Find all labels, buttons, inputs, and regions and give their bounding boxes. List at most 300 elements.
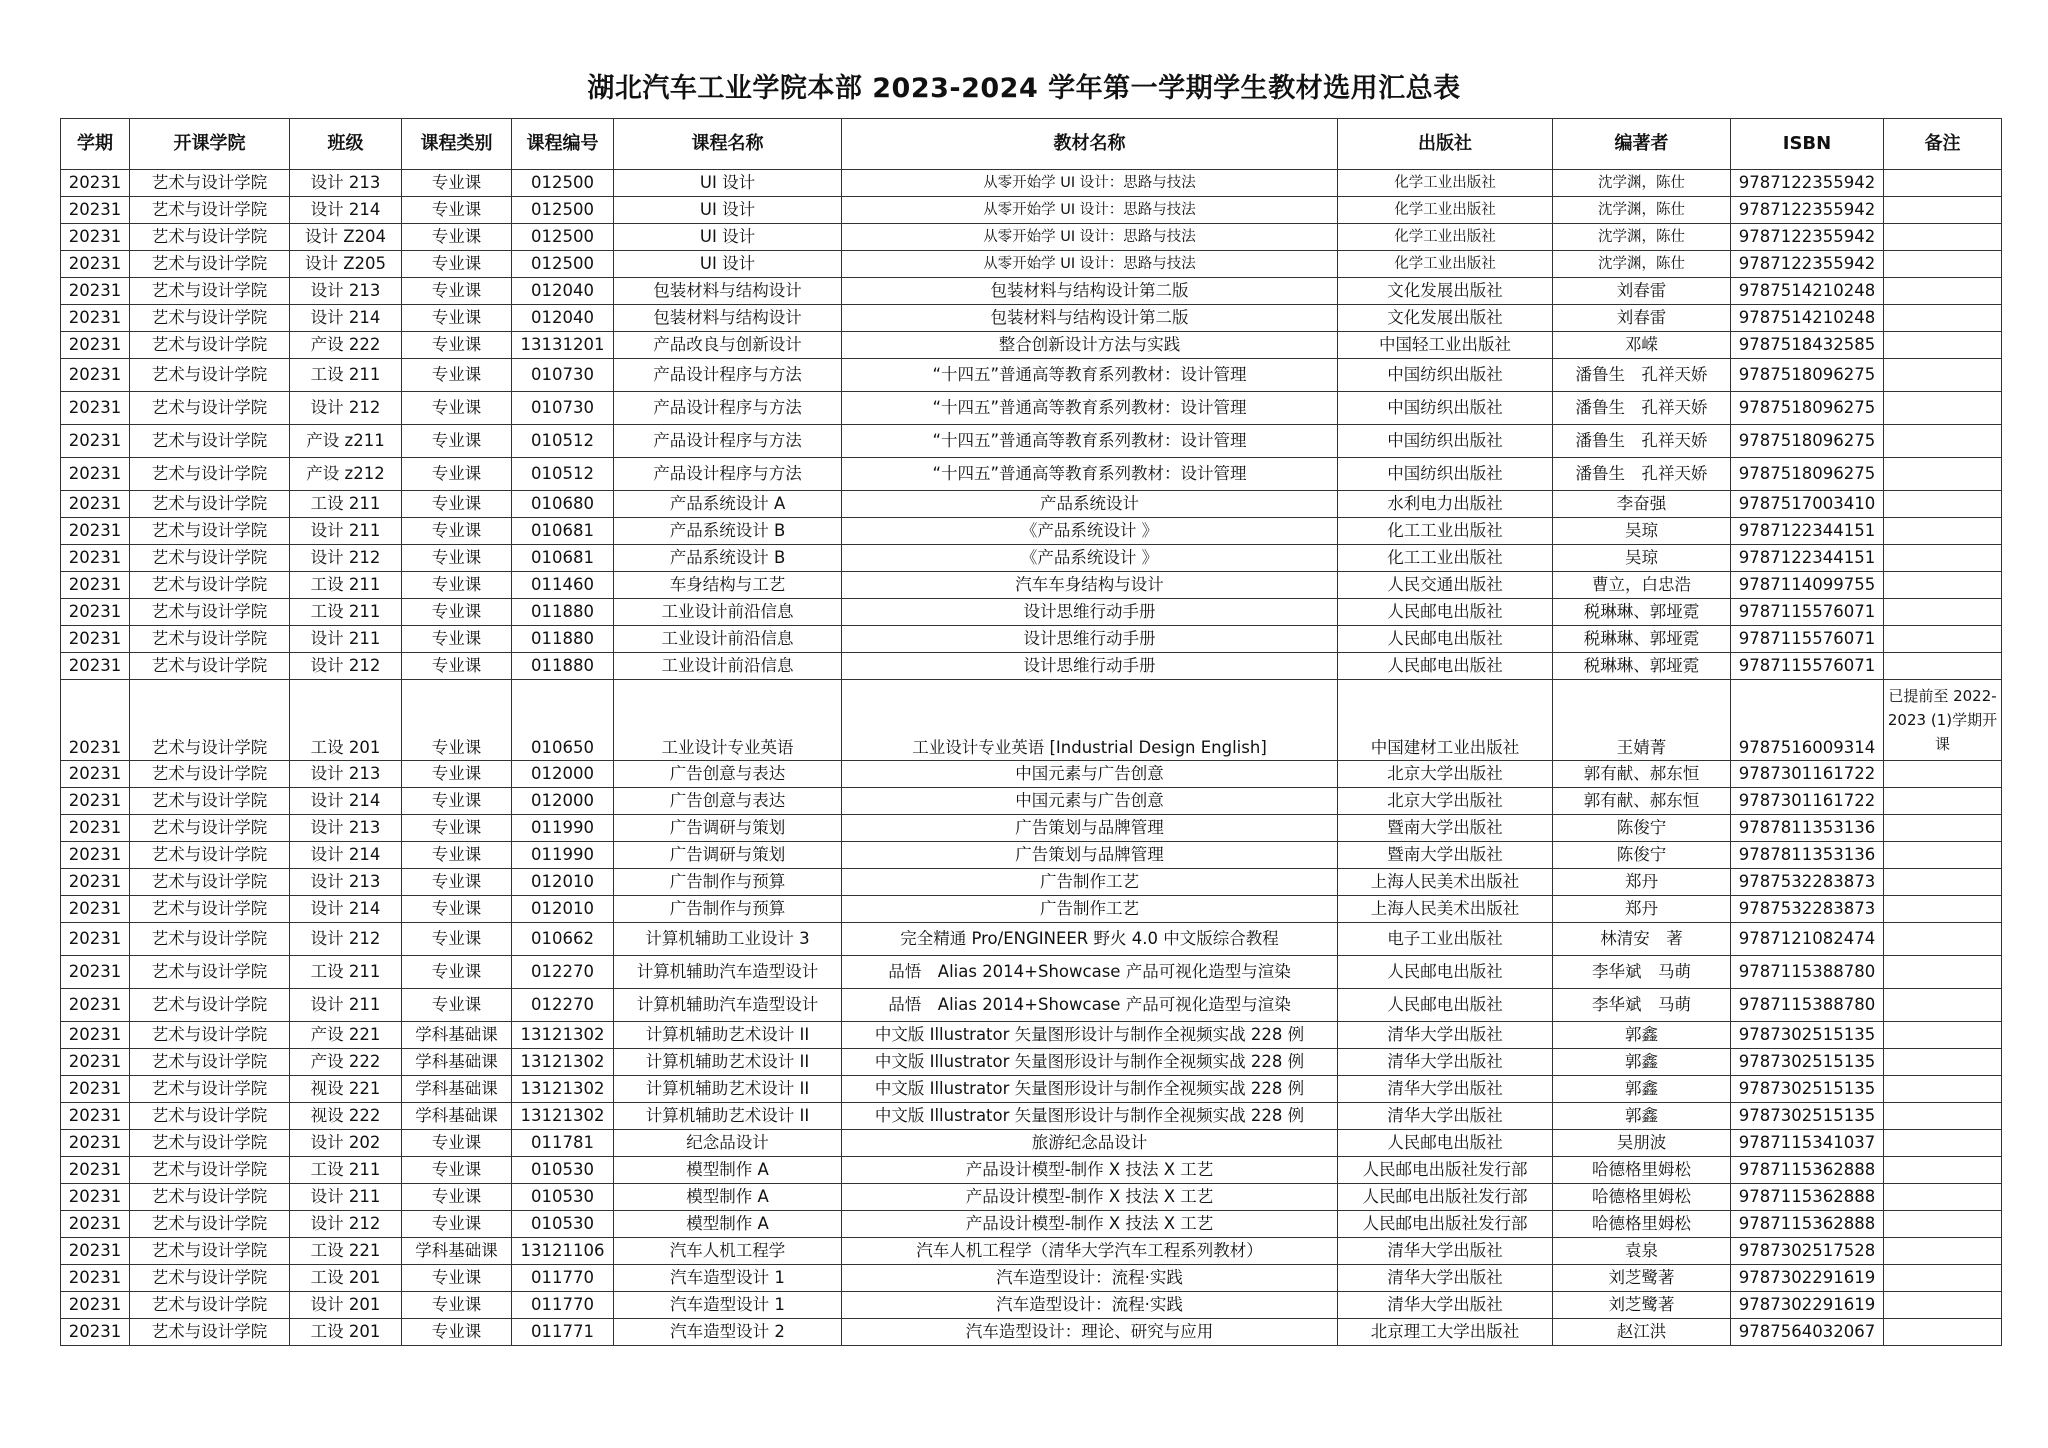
table-row	[61, 1184, 2002, 1211]
cell-course-name: 广告制作与预算	[614, 869, 842, 896]
cell-course-type: 专业课	[402, 572, 512, 599]
cell-remarks	[1884, 1184, 2002, 1211]
cell-term: 20231	[61, 923, 130, 956]
cell-course-code: 13131201	[512, 332, 614, 359]
cell-publisher: 清华大学出版社	[1338, 1238, 1553, 1265]
cell-author: 陈俊宁	[1553, 815, 1731, 842]
cell-course-name: 模型制作 A	[614, 1211, 842, 1238]
cell-course-name: 包装材料与结构设计	[614, 305, 842, 332]
cell-isbn: 9787811353136	[1731, 842, 1884, 869]
cell-course-type: 专业课	[402, 251, 512, 278]
cell-term: 20231	[61, 1292, 130, 1319]
cell-term: 20231	[61, 491, 130, 518]
cell-isbn: 9787122344151	[1731, 518, 1884, 545]
cell-isbn: 9787121082474	[1731, 923, 1884, 956]
cell-course-type: 专业课	[402, 278, 512, 305]
cell-isbn: 9787516009314	[1731, 680, 1884, 761]
cell-textbook-name: 旅游纪念品设计	[842, 1130, 1338, 1157]
cell-course-code: 010512	[512, 458, 614, 491]
cell-isbn: 9787115362888	[1731, 1157, 1884, 1184]
cell-course-name: 产品系统设计 A	[614, 491, 842, 518]
cell-class: 工设 211	[290, 599, 402, 626]
cell-remarks	[1884, 626, 2002, 653]
cell-college: 艺术与设计学院	[130, 1103, 290, 1130]
cell-course-code: 13121302	[512, 1076, 614, 1103]
cell-remarks	[1884, 599, 2002, 626]
cell-course-name: 工业设计前沿信息	[614, 599, 842, 626]
cell-isbn: 9787301161722	[1731, 761, 1884, 788]
table-row	[61, 1022, 2002, 1049]
cell-textbook-name: 完全精通 Pro/ENGINEER 野火 4.0 中文版综合教程	[842, 923, 1338, 956]
cell-course-type: 专业课	[402, 1211, 512, 1238]
cell-author: 刘芝鹭著	[1553, 1265, 1731, 1292]
cell-author: 林清安 著	[1553, 923, 1731, 956]
table-row	[61, 392, 2002, 425]
cell-class: 设计 213	[290, 170, 402, 197]
cell-course-code: 012270	[512, 956, 614, 989]
cell-course-type: 专业课	[402, 305, 512, 332]
cell-isbn: 9787302515135	[1731, 1103, 1884, 1130]
cell-college: 艺术与设计学院	[130, 197, 290, 224]
table-row	[61, 1211, 2002, 1238]
cell-remarks	[1884, 545, 2002, 572]
cell-author: 李华斌 马萌	[1553, 989, 1731, 1022]
cell-term: 20231	[61, 392, 130, 425]
cell-course-code: 011990	[512, 842, 614, 869]
cell-remarks	[1884, 788, 2002, 815]
cell-publisher: 人民邮电出版社	[1338, 956, 1553, 989]
cell-author: 刘芝鹭著	[1553, 1292, 1731, 1319]
cell-publisher: 北京大学出版社	[1338, 788, 1553, 815]
cell-course-code: 011771	[512, 1319, 614, 1346]
cell-author: 沈学渊，陈仕	[1553, 224, 1731, 251]
table-row	[61, 1130, 2002, 1157]
cell-course-code: 012040	[512, 305, 614, 332]
cell-author: 陈俊宁	[1553, 842, 1731, 869]
cell-course-type: 专业课	[402, 842, 512, 869]
cell-textbook-name: 中文版 Illustrator 矢量图形设计与制作全视频实战 228 例	[842, 1049, 1338, 1076]
cell-publisher: 上海人民美术出版社	[1338, 896, 1553, 923]
cell-isbn: 9787517003410	[1731, 491, 1884, 518]
cell-isbn: 9787301161722	[1731, 788, 1884, 815]
cell-course-type: 专业课	[402, 869, 512, 896]
cell-class: 产设 222	[290, 332, 402, 359]
cell-publisher: 中国纺织出版社	[1338, 458, 1553, 491]
cell-isbn: 9787518432585	[1731, 332, 1884, 359]
cell-isbn: 9787114099755	[1731, 572, 1884, 599]
cell-textbook-name: 整合创新设计方法与实践	[842, 332, 1338, 359]
cell-course-name: 模型制作 A	[614, 1184, 842, 1211]
cell-isbn: 9787115362888	[1731, 1184, 1884, 1211]
cell-isbn: 9787532283873	[1731, 869, 1884, 896]
cell-class: 设计 212	[290, 1211, 402, 1238]
cell-term: 20231	[61, 1238, 130, 1265]
cell-course-name: 产品改良与创新设计	[614, 332, 842, 359]
cell-class: 视设 221	[290, 1076, 402, 1103]
cell-term: 20231	[61, 1157, 130, 1184]
cell-college: 艺术与设计学院	[130, 1157, 290, 1184]
cell-textbook-name: 品悟 Alias 2014+Showcase 产品可视化造型与渲染	[842, 956, 1338, 989]
table-row	[61, 1238, 2002, 1265]
textbook-summary-table	[60, 118, 2002, 1346]
cell-class: 设计 214	[290, 788, 402, 815]
cell-remarks	[1884, 1103, 2002, 1130]
cell-course-code: 13121302	[512, 1103, 614, 1130]
cell-isbn: 9787115362888	[1731, 1211, 1884, 1238]
cell-course-type: 专业课	[402, 896, 512, 923]
cell-textbook-name: 《产品系统设计 》	[842, 518, 1338, 545]
cell-college: 艺术与设计学院	[130, 458, 290, 491]
table-row	[61, 761, 2002, 788]
cell-class: 工设 211	[290, 1157, 402, 1184]
cell-college: 艺术与设计学院	[130, 251, 290, 278]
table-row	[61, 956, 2002, 989]
cell-course-name: 车身结构与工艺	[614, 572, 842, 599]
cell-textbook-name: 产品设计模型-制作 X 技法 X 工艺	[842, 1157, 1338, 1184]
cell-publisher: 水利电力出版社	[1338, 491, 1553, 518]
cell-isbn: 9787302291619	[1731, 1292, 1884, 1319]
cell-college: 艺术与设计学院	[130, 1211, 290, 1238]
table-row	[61, 680, 2002, 761]
table-row	[61, 251, 2002, 278]
cell-class: 设计 Z205	[290, 251, 402, 278]
cell-course-type: 专业课	[402, 170, 512, 197]
cell-term: 20231	[61, 599, 130, 626]
cell-textbook-name: 品悟 Alias 2014+Showcase 产品可视化造型与渲染	[842, 989, 1338, 1022]
cell-isbn: 9787532283873	[1731, 896, 1884, 923]
cell-course-name: 产品设计程序与方法	[614, 458, 842, 491]
cell-course-type: 专业课	[402, 359, 512, 392]
cell-term: 20231	[61, 359, 130, 392]
cell-class: 产设 222	[290, 1049, 402, 1076]
cell-term: 20231	[61, 572, 130, 599]
cell-isbn: 9787302515135	[1731, 1049, 1884, 1076]
cell-college: 艺术与设计学院	[130, 545, 290, 572]
table-row	[61, 788, 2002, 815]
cell-publisher: 中国纺织出版社	[1338, 392, 1553, 425]
cell-remarks	[1884, 761, 2002, 788]
table-row	[61, 989, 2002, 1022]
cell-course-type: 专业课	[402, 956, 512, 989]
cell-course-code: 011990	[512, 815, 614, 842]
cell-course-code: 011770	[512, 1265, 614, 1292]
cell-publisher: 清华大学出版社	[1338, 1076, 1553, 1103]
col-header-isbn: ISBN	[1731, 119, 1884, 170]
cell-remarks	[1884, 458, 2002, 491]
cell-textbook-name: 设计思维行动手册	[842, 599, 1338, 626]
table-row	[61, 458, 2002, 491]
cell-publisher: 化学工业出版社	[1338, 251, 1553, 278]
cell-textbook-name: 包装材料与结构设计第二版	[842, 278, 1338, 305]
cell-term: 20231	[61, 1319, 130, 1346]
cell-course-name: 工业设计专业英语	[614, 680, 842, 761]
cell-college: 艺术与设计学院	[130, 896, 290, 923]
cell-college: 艺术与设计学院	[130, 788, 290, 815]
table-row	[61, 572, 2002, 599]
cell-term: 20231	[61, 224, 130, 251]
cell-term: 20231	[61, 680, 130, 761]
cell-class: 工设 211	[290, 491, 402, 518]
cell-remarks	[1884, 278, 2002, 305]
cell-isbn: 9787122355942	[1731, 170, 1884, 197]
cell-course-code: 010530	[512, 1184, 614, 1211]
cell-course-code: 012500	[512, 170, 614, 197]
cell-publisher: 电子工业出版社	[1338, 923, 1553, 956]
cell-isbn: 9787122355942	[1731, 224, 1884, 251]
cell-course-type: 专业课	[402, 197, 512, 224]
cell-textbook-name: 广告制作工艺	[842, 869, 1338, 896]
cell-term: 20231	[61, 788, 130, 815]
table-row	[61, 869, 2002, 896]
cell-course-code: 010680	[512, 491, 614, 518]
table-row	[61, 923, 2002, 956]
cell-course-code: 010730	[512, 392, 614, 425]
cell-college: 艺术与设计学院	[130, 1130, 290, 1157]
cell-course-type: 专业课	[402, 599, 512, 626]
cell-college: 艺术与设计学院	[130, 653, 290, 680]
table-row	[61, 842, 2002, 869]
cell-college: 艺术与设计学院	[130, 170, 290, 197]
cell-publisher: 清华大学出版社	[1338, 1292, 1553, 1319]
cell-college: 艺术与设计学院	[130, 956, 290, 989]
cell-term: 20231	[61, 1265, 130, 1292]
cell-course-type: 专业课	[402, 626, 512, 653]
cell-course-name: 计算机辅助艺术设计 II	[614, 1103, 842, 1130]
cell-textbook-name: 《产品系统设计 》	[842, 545, 1338, 572]
cell-course-name: 模型制作 A	[614, 1157, 842, 1184]
cell-class: 产设 221	[290, 1022, 402, 1049]
cell-textbook-name: 广告制作工艺	[842, 896, 1338, 923]
cell-course-name: 产品设计程序与方法	[614, 392, 842, 425]
cell-isbn: 9787115576071	[1731, 626, 1884, 653]
cell-author: 吴琼	[1553, 545, 1731, 572]
cell-course-code: 13121302	[512, 1049, 614, 1076]
cell-publisher: 中国建材工业出版社	[1338, 680, 1553, 761]
cell-author: 税琳琳、郭垭霓	[1553, 599, 1731, 626]
cell-class: 产设 z211	[290, 425, 402, 458]
cell-remarks	[1884, 392, 2002, 425]
cell-course-name: UI 设计	[614, 251, 842, 278]
cell-publisher: 人民邮电出版社	[1338, 626, 1553, 653]
cell-course-code: 13121106	[512, 1238, 614, 1265]
cell-term: 20231	[61, 170, 130, 197]
cell-term: 20231	[61, 545, 130, 572]
cell-author: 王婧菁	[1553, 680, 1731, 761]
cell-term: 20231	[61, 332, 130, 359]
cell-class: 设计 214	[290, 896, 402, 923]
cell-isbn: 9787518096275	[1731, 425, 1884, 458]
cell-term: 20231	[61, 956, 130, 989]
cell-course-name: UI 设计	[614, 170, 842, 197]
cell-course-name: 产品设计程序与方法	[614, 359, 842, 392]
cell-author: 哈德格里姆松	[1553, 1211, 1731, 1238]
cell-remarks	[1884, 1049, 2002, 1076]
cell-publisher: 清华大学出版社	[1338, 1265, 1553, 1292]
cell-course-code: 011880	[512, 599, 614, 626]
cell-class: 设计 211	[290, 989, 402, 1022]
cell-author: 邓嵘	[1553, 332, 1731, 359]
cell-remarks	[1884, 224, 2002, 251]
cell-author: 刘春雷	[1553, 305, 1731, 332]
cell-remarks	[1884, 1292, 2002, 1319]
table-row	[61, 626, 2002, 653]
cell-class: 设计 212	[290, 392, 402, 425]
cell-course-type: 专业课	[402, 1184, 512, 1211]
cell-course-name: 工业设计前沿信息	[614, 653, 842, 680]
cell-publisher: 化工工业出版社	[1338, 545, 1553, 572]
cell-textbook-name: 广告策划与品牌管理	[842, 842, 1338, 869]
cell-term: 20231	[61, 1184, 130, 1211]
cell-course-name: 汽车人机工程学	[614, 1238, 842, 1265]
cell-course-type: 专业课	[402, 815, 512, 842]
cell-course-name: 广告创意与表达	[614, 761, 842, 788]
cell-course-name: 汽车造型设计 2	[614, 1319, 842, 1346]
cell-textbook-name: 中文版 Illustrator 矢量图形设计与制作全视频实战 228 例	[842, 1076, 1338, 1103]
cell-publisher: 化学工业出版社	[1338, 170, 1553, 197]
cell-college: 艺术与设计学院	[130, 815, 290, 842]
table-row	[61, 1319, 2002, 1346]
cell-author: 潘鲁生 孔祥天娇	[1553, 392, 1731, 425]
table-row	[61, 896, 2002, 923]
cell-remarks	[1884, 425, 2002, 458]
cell-isbn: 9787518096275	[1731, 359, 1884, 392]
cell-author: 郭鑫	[1553, 1076, 1731, 1103]
cell-isbn: 9787122355942	[1731, 251, 1884, 278]
table-row	[61, 518, 2002, 545]
cell-term: 20231	[61, 251, 130, 278]
cell-textbook-name: “十四五”普通高等教育系列教材：设计管理	[842, 392, 1338, 425]
cell-course-code: 012270	[512, 989, 614, 1022]
cell-course-name: 计算机辅助汽车造型设计	[614, 989, 842, 1022]
cell-publisher: 人民邮电出版社发行部	[1338, 1157, 1553, 1184]
cell-term: 20231	[61, 458, 130, 491]
table-row	[61, 1076, 2002, 1103]
cell-term: 20231	[61, 1022, 130, 1049]
cell-term: 20231	[61, 1103, 130, 1130]
cell-course-code: 010681	[512, 545, 614, 572]
cell-remarks	[1884, 305, 2002, 332]
col-header-college: 开课学院	[130, 119, 290, 170]
cell-term: 20231	[61, 842, 130, 869]
cell-course-name: 包装材料与结构设计	[614, 278, 842, 305]
cell-publisher: 清华大学出版社	[1338, 1049, 1553, 1076]
cell-term: 20231	[61, 197, 130, 224]
cell-course-type: 学科基础课	[402, 1049, 512, 1076]
cell-class: 设计 213	[290, 815, 402, 842]
cell-publisher: 中国轻工业出版社	[1338, 332, 1553, 359]
cell-isbn: 9787302291619	[1731, 1265, 1884, 1292]
cell-remarks	[1884, 1319, 2002, 1346]
cell-remarks	[1884, 1211, 2002, 1238]
cell-college: 艺术与设计学院	[130, 359, 290, 392]
cell-course-type: 专业课	[402, 653, 512, 680]
cell-college: 艺术与设计学院	[130, 1319, 290, 1346]
table-row	[61, 170, 2002, 197]
cell-course-type: 专业课	[402, 680, 512, 761]
cell-textbook-name: 从零开始学 UI 设计：思路与技法	[842, 224, 1338, 251]
cell-class: 设计 213	[290, 869, 402, 896]
table-row	[61, 545, 2002, 572]
cell-term: 20231	[61, 761, 130, 788]
table-body	[61, 170, 2002, 1346]
cell-remarks	[1884, 170, 2002, 197]
cell-author: 郭鑫	[1553, 1049, 1731, 1076]
cell-remarks	[1884, 572, 2002, 599]
cell-class: 设计 Z204	[290, 224, 402, 251]
cell-isbn: 9787564032067	[1731, 1319, 1884, 1346]
cell-course-type: 学科基础课	[402, 1238, 512, 1265]
cell-remarks	[1884, 653, 2002, 680]
cell-course-type: 专业课	[402, 1157, 512, 1184]
cell-course-name: 计算机辅助艺术设计 II	[614, 1049, 842, 1076]
cell-course-name: 计算机辅助汽车造型设计	[614, 956, 842, 989]
cell-term: 20231	[61, 425, 130, 458]
cell-course-type: 专业课	[402, 332, 512, 359]
cell-course-code: 13121302	[512, 1022, 614, 1049]
col-header-class: 班级	[290, 119, 402, 170]
cell-author: 潘鲁生 孔祥天娇	[1553, 425, 1731, 458]
cell-author: 郭鑫	[1553, 1103, 1731, 1130]
cell-author: 李华斌 马萌	[1553, 956, 1731, 989]
cell-class: 设计 213	[290, 278, 402, 305]
table-row	[61, 1103, 2002, 1130]
table-row	[61, 1049, 2002, 1076]
cell-course-name: 计算机辅助艺术设计 II	[614, 1076, 842, 1103]
cell-isbn: 9787518096275	[1731, 458, 1884, 491]
table-row	[61, 305, 2002, 332]
cell-college: 艺术与设计学院	[130, 761, 290, 788]
cell-course-name: 工业设计前沿信息	[614, 626, 842, 653]
cell-textbook-name: 包装材料与结构设计第二版	[842, 305, 1338, 332]
cell-author: 刘春雷	[1553, 278, 1731, 305]
cell-remarks	[1884, 359, 2002, 392]
cell-textbook-name: 从零开始学 UI 设计：思路与技法	[842, 251, 1338, 278]
cell-textbook-name: 汽车车身结构与设计	[842, 572, 1338, 599]
cell-author: 赵江洪	[1553, 1319, 1731, 1346]
cell-course-code: 010530	[512, 1157, 614, 1184]
cell-publisher: 北京大学出版社	[1338, 761, 1553, 788]
cell-publisher: 中国纺织出版社	[1338, 359, 1553, 392]
cell-author: 哈德格里姆松	[1553, 1157, 1731, 1184]
cell-course-name: 纪念品设计	[614, 1130, 842, 1157]
cell-textbook-name: 产品设计模型-制作 X 技法 X 工艺	[842, 1211, 1338, 1238]
table-row	[61, 1292, 2002, 1319]
cell-course-code: 012010	[512, 896, 614, 923]
cell-isbn: 9787122355942	[1731, 197, 1884, 224]
cell-textbook-name: 汽车造型设计：理论、研究与应用	[842, 1319, 1338, 1346]
cell-term: 20231	[61, 896, 130, 923]
cell-isbn: 9787115341037	[1731, 1130, 1884, 1157]
cell-course-code: 012000	[512, 788, 614, 815]
cell-course-name: 广告调研与策划	[614, 815, 842, 842]
cell-course-type: 专业课	[402, 1319, 512, 1346]
col-header-textbook-name: 教材名称	[842, 119, 1338, 170]
cell-term: 20231	[61, 305, 130, 332]
cell-course-name: 产品设计程序与方法	[614, 425, 842, 458]
cell-course-type: 专业课	[402, 491, 512, 518]
document-title: 湖北汽车工业学院本部 2023-2024 学年第一学期学生教材选用汇总表	[587, 73, 1461, 104]
cell-textbook-name: 中文版 Illustrator 矢量图形设计与制作全视频实战 228 例	[842, 1022, 1338, 1049]
cell-college: 艺术与设计学院	[130, 680, 290, 761]
cell-publisher: 化学工业出版社	[1338, 224, 1553, 251]
cell-course-name: UI 设计	[614, 224, 842, 251]
cell-course-name: 计算机辅助工业设计 3	[614, 923, 842, 956]
cell-course-code: 010662	[512, 923, 614, 956]
cell-course-name: 广告制作与预算	[614, 896, 842, 923]
cell-publisher: 暨南大学出版社	[1338, 842, 1553, 869]
cell-textbook-name: 中国元素与广告创意	[842, 788, 1338, 815]
cell-course-code: 012040	[512, 278, 614, 305]
